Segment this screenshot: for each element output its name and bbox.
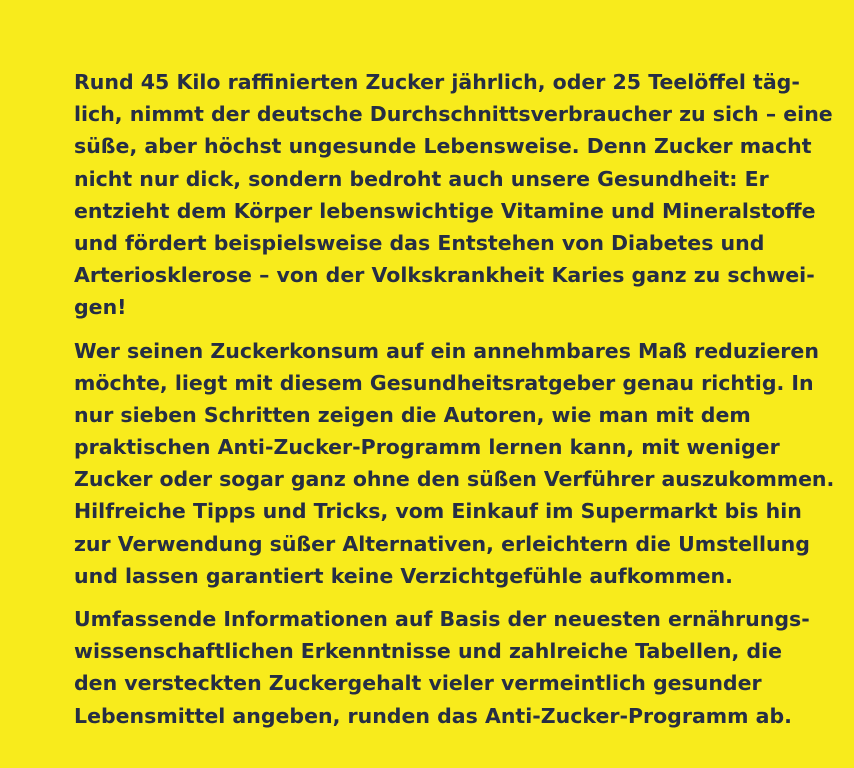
text-line: den versteckten Zuckergehalt vieler vermeintlich gesunder — [74, 671, 762, 696]
text-line: lich, nimmt der deutsche Durchschnittsverbraucher zu sich – eine — [74, 102, 833, 127]
text-line: und fördert beispielsweise das Entstehen von Diabetes und — [74, 230, 765, 255]
text-line: gen! — [74, 295, 127, 320]
text-line: Wer seinen Zuckerkonsum auf ein annehmbares Maß reduzieren — [74, 338, 819, 363]
text-line: praktischen Anti-Zucker-Programm lernen kann, mit weniger — [74, 435, 780, 460]
text-line: nur sieben Schritten zeigen die Autoren, wie man mit dem — [74, 402, 751, 427]
paragraph-program — [74, 335, 835, 593]
text-line: Arteriosklerose – von der Volkskrankheit Karies ganz zu schwei- — [74, 263, 815, 288]
text-line: süße, aber höchst ungesunde Lebensweise. Denn Zucker macht — [74, 134, 812, 159]
text-line: Zucker oder sogar ganz ohne den süßen Verführer auszukommen. — [74, 467, 835, 492]
text-line: möchte, liegt mit diesem Gesundheitsratgeber genau richtig. In — [74, 370, 814, 395]
paragraph-intro — [74, 66, 833, 324]
blurb-text — [74, 66, 835, 732]
text-line: und lassen garantiert keine Verzichtgefühle aufkommen. — [74, 563, 733, 588]
text-line: Lebensmittel angeben, runden das Anti-Zucker-Programm ab. — [74, 703, 792, 728]
text-line: zur Verwendung süßer Alternativen, erleichtern die Umstellung — [74, 531, 810, 556]
paragraph-information — [74, 603, 810, 732]
text-line: wissenschaftlichen Erkenntnisse und zahlreiche Tabellen, die — [74, 639, 783, 664]
text-line: entzieht dem Körper lebenswichtige Vitamine und Mineralstoffe — [74, 198, 816, 223]
text-line: Umfassende Informationen auf Basis der neuesten ernährungs- — [74, 607, 810, 631]
text-line: Rund 45 Kilo raffinierten Zucker jährlich, oder 25 Teelöffel täg- — [74, 70, 800, 94]
text-line: nicht nur dick, sondern bedroht auch unsere Gesundheit: Er — [74, 166, 769, 191]
text-line: Hilfreiche Tipps und Tricks, vom Einkauf im Supermarkt bis hin — [74, 499, 802, 524]
